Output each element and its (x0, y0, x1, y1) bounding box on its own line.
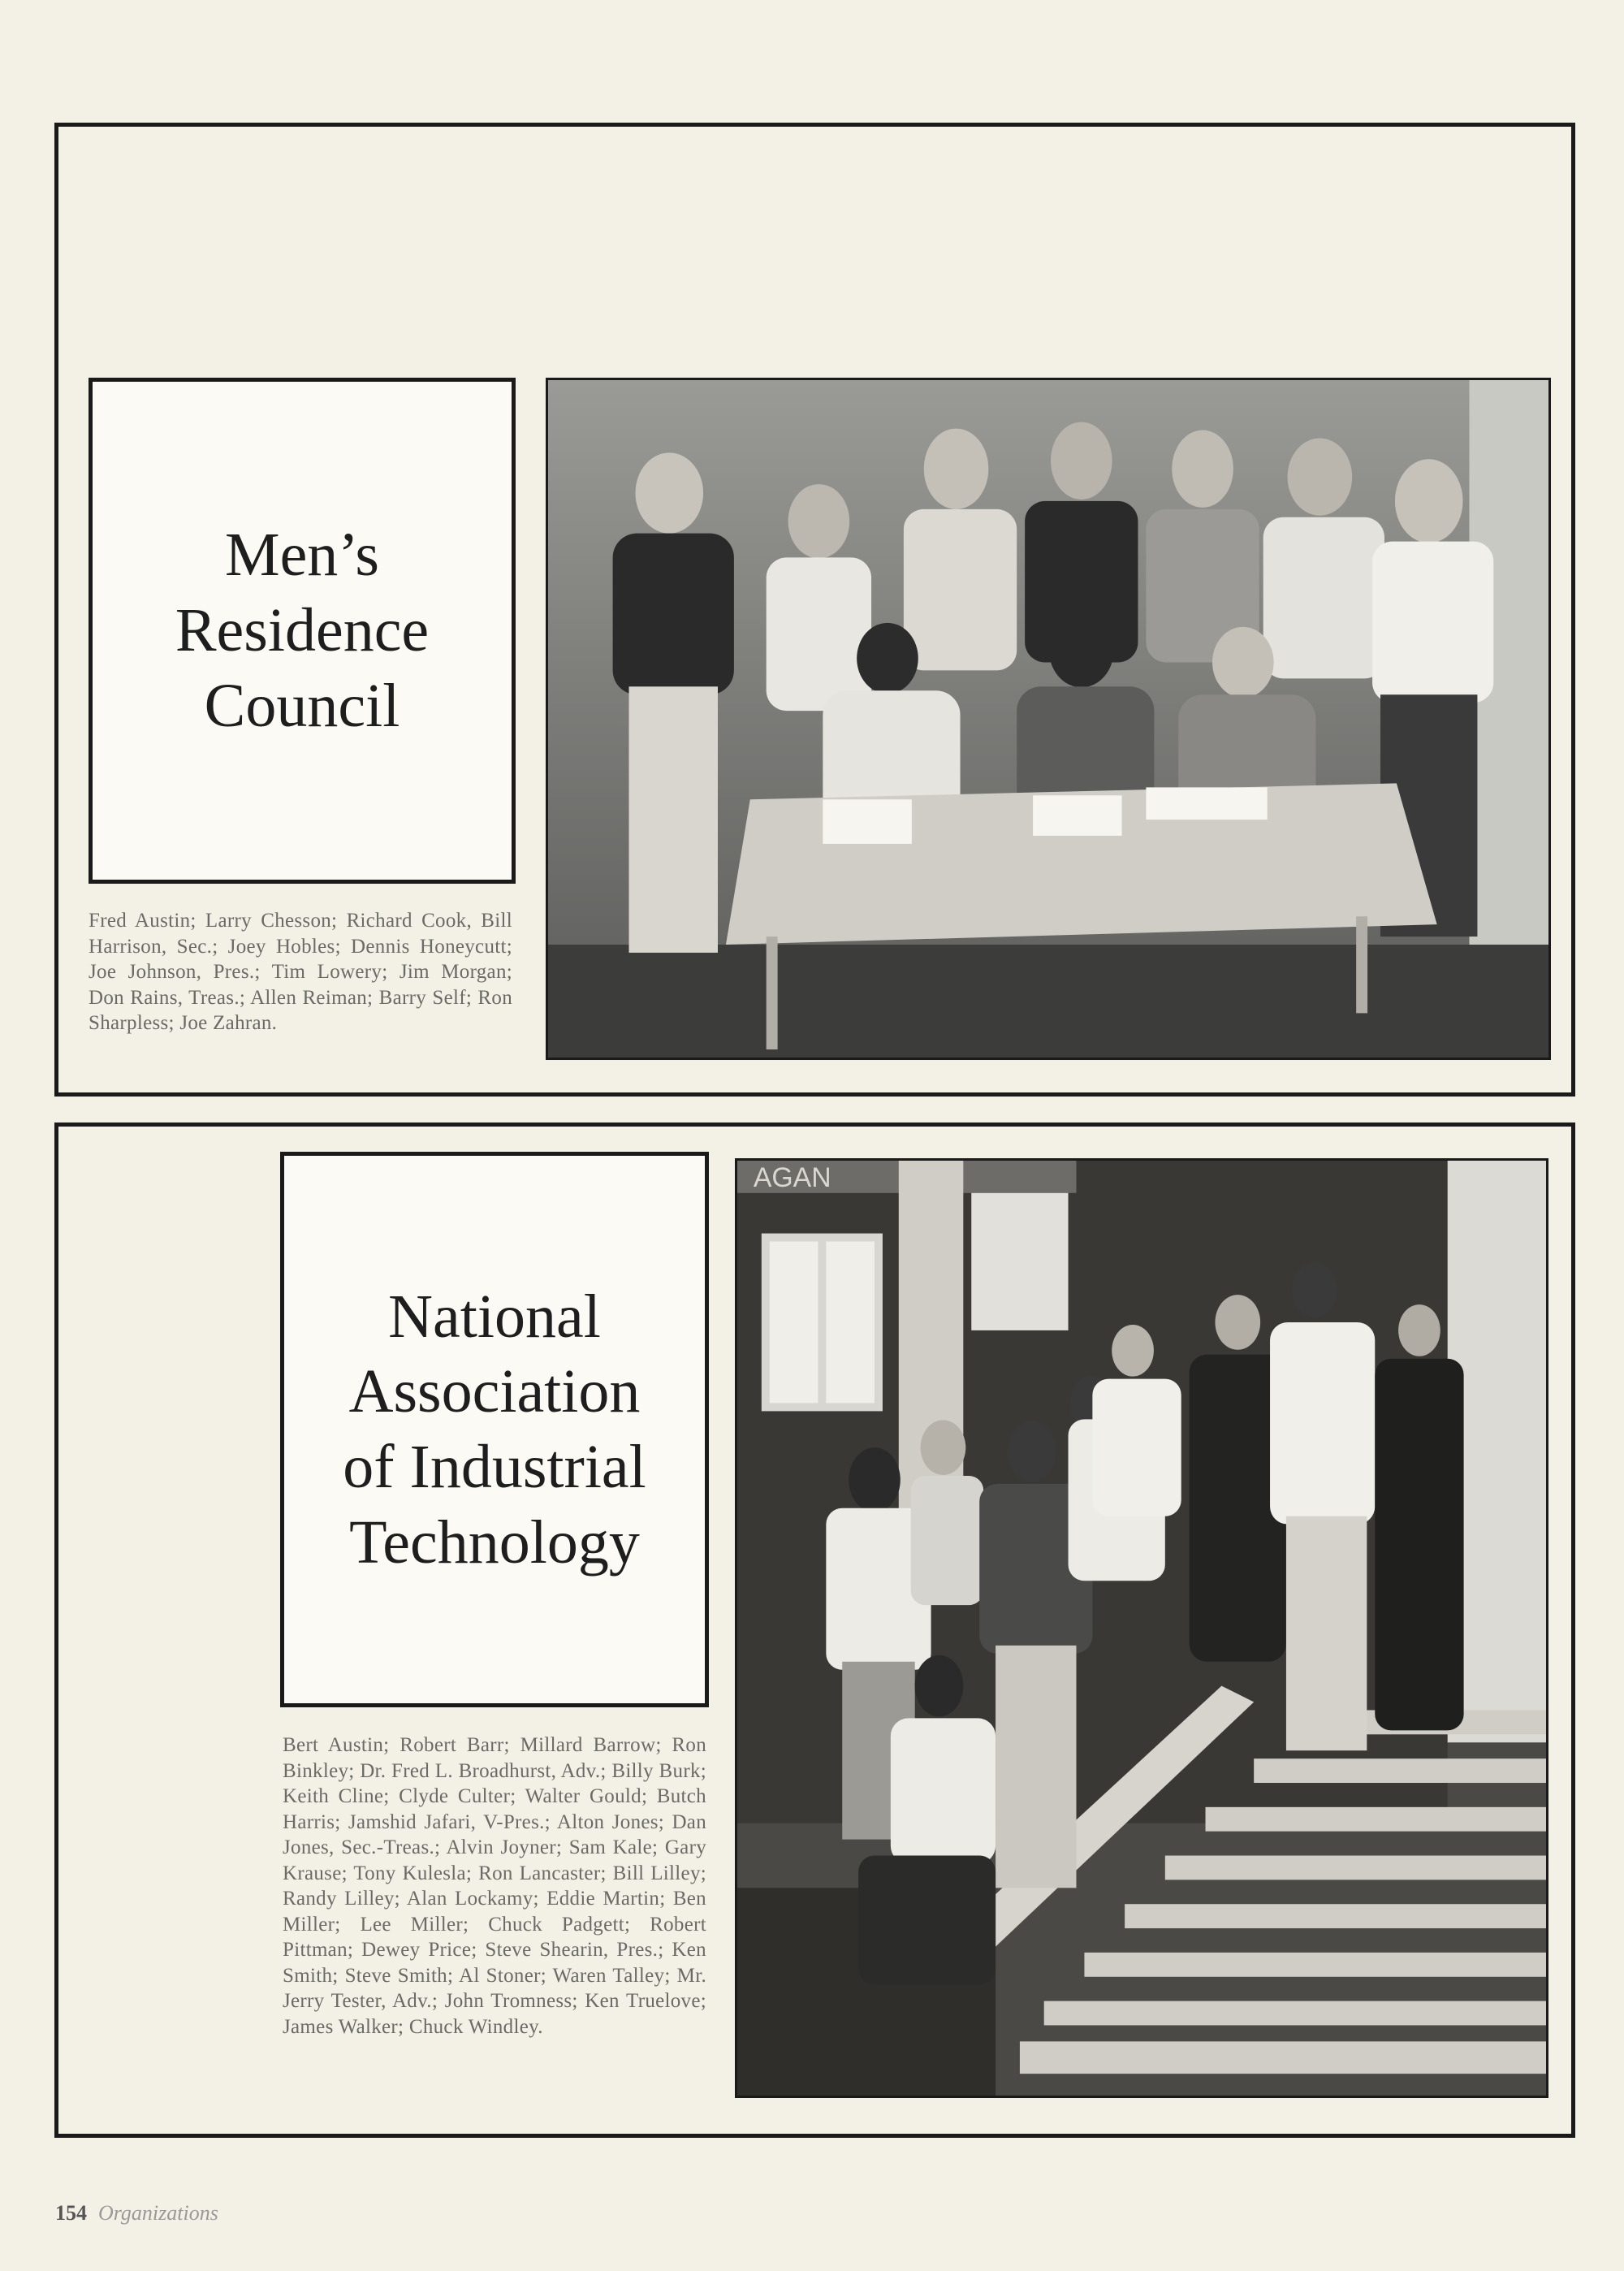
nait-group-photo (735, 1158, 1548, 2098)
group-photo-image (548, 380, 1548, 1058)
mens-residence-council-group-photo (546, 378, 1551, 1060)
page-footer (55, 2201, 218, 2226)
nait-title-box (280, 1152, 709, 1707)
nait-caption: Bert Austin; Robert Barr; Millard Barrow; Ron Binkley; Dr. Fred L. Broadhurst, Adv.; Billy Burk; Keith Cline; Clyde Culter; Walter Gould; Butch Harris; Jamshid Jafari, V-Pres.; Alton Jones; Dan Jones, Sec.-Treas.; Alvin Joyner; Sam Kale; Gary Krause; Tony Kulesla; Ron Lancaster; Bill Lilley; Randy Lilley; Alan Lockamy; Eddie Martin; Ben Miller; Lee Miller; Chuck Padgett; Robert Pittman; Dewey Price; Steve Shearin, Pres.; Ken Smith; Steve Smith; Al Stoner; Waren Talley; Mr. Jerry Tester, Adv.; John Tromness; Ken Truelove; James Walker; Chuck Windley. (283, 1734, 706, 2038)
mens-residence-council-caption: Fred Austin; Larry Chesson; Richard Cook, Bill Harrison, Sec.; Joey Hobles; Dennis Honeycutt; Joe Johnson, Pres.; Tim Lowery; Jim Morgan; Don Rains, Treas.; Allen Reiman; Barry Self; Ron Sharpless; Joe Zahran. (89, 910, 512, 1034)
page-number: 154 (55, 2201, 87, 2225)
mens-residence-council-title: Men’s Residence Council (175, 521, 430, 740)
nait-title: National Association of Industrial Technology (343, 1282, 646, 1577)
mens-residence-council-title-box (89, 378, 516, 884)
nait-photo-image (737, 1161, 1546, 2096)
building-sign-text: AGAN (753, 1161, 831, 1193)
section-name: Organizations (98, 2201, 218, 2225)
